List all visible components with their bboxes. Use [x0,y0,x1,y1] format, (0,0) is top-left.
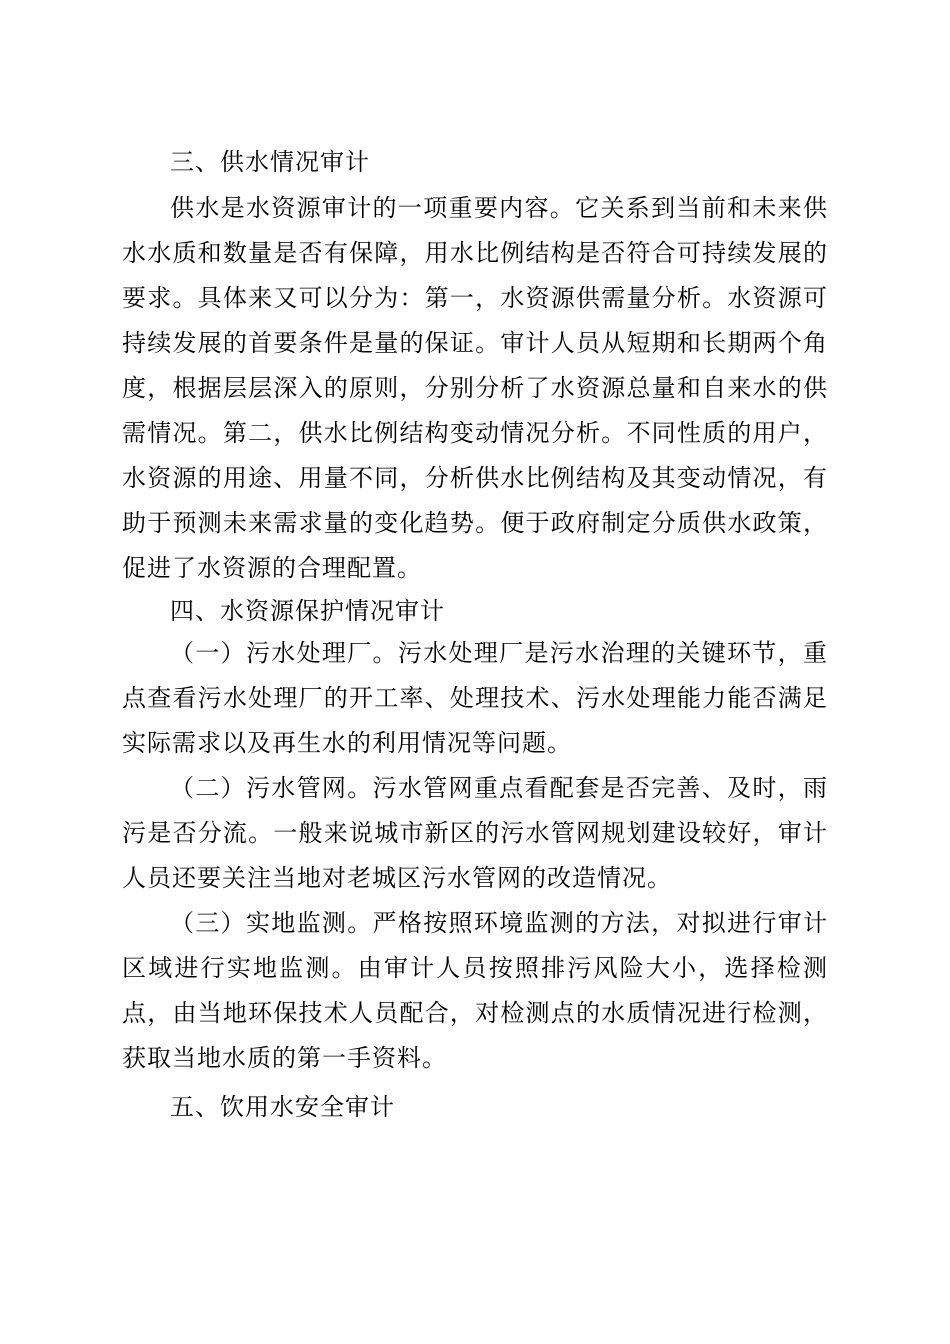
section-heading-water-protection: 四、水资源保护情况审计 [170,597,445,625]
section-heading-drinking-water: 五、饮用水安全审计 [170,1093,395,1121]
paragraph-water-supply: 供水是水资源审计的一项重要内容。它关系到当前和未来供水水质和数量是否有保障，用水比例结构是否符合可持续发展的要求。具体来又可以分为：第一，水资源供需量分析。水资源可持续发展的首要条件是量的保证。审计人员从短期和长期两个角度，根据层层深入的原则，分别分析了水资源总量和自来水的供需情况。第二，供水比例结构变动情况分析。不同性质的用户，水资源的用途、用量不同，分析供水比例结构及其变动情况，有助于预测未来需求量的变化趋势。便于政府制定分质供水政策，促进了水资源的合理配置。 [122,194,828,582]
document-body [122,142,828,1127]
paragraph-sewage-network: （二）污水管网。污水管网重点看配套是否完善、及时，雨污是否分流。一般来说城市新区的污水管网规划建设较好，审计人员还要关注当地对老城区污水管网的改造情况。 [122,774,828,892]
section-heading-water-supply: 三、供水情况审计 [170,148,370,176]
paragraph-field-monitoring: （三）实地监测。严格按照环境监测的方法，对拟进行审计区域进行实地监测。由审计人员按照排污风险大小，选择检测点，由当地环保技术人员配合，对检测点的水质情况进行检测，获取当地水质的第一手资料。 [122,909,828,1072]
paragraph-sewage-plant: （一）污水处理厂。污水处理厂是污水治理的关键环节，重点查看污水处理厂的开工率、处理技术、污水处理能力能否满足实际需求以及再生水的利用情况等问题。 [122,639,828,757]
